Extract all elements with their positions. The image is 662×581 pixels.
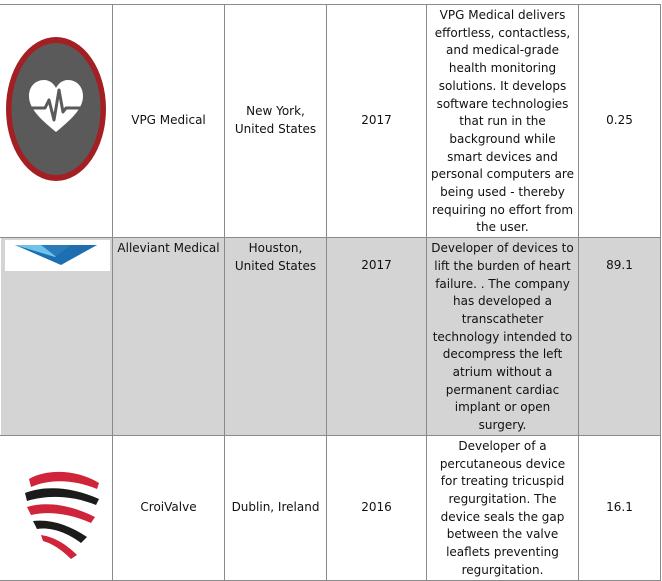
company-description: Developer of devices to lift the burden of heart failure. . The company has developed a transcatheter technology intended to decompress the left atrium without a permanent cardiac implant or open surgery. xyxy=(427,238,579,436)
company-name: Alleviant Medical xyxy=(113,238,225,436)
company-name: VPG Medical xyxy=(113,5,225,238)
company-logo-cell xyxy=(1,435,113,580)
company-name: CroiValve xyxy=(113,435,225,580)
vpg-medical-logo xyxy=(1,8,112,234)
founded-year: 2017 xyxy=(327,5,427,238)
company-location: Houston, United States xyxy=(225,238,327,436)
company-value: 16.1 xyxy=(579,435,661,580)
founded-year: 2017 xyxy=(327,238,427,436)
company-description: VPG Medical delivers effortless, contactless, and medical-grade health monitoring solutions. It develops software technologies that run in the background while smart devices and personal computers are being used - thereby requiring no effort from the user. xyxy=(427,5,579,238)
company-location: New York, United States xyxy=(225,5,327,238)
companies-table xyxy=(0,4,661,581)
table-row xyxy=(1,5,661,238)
alleviant-medical-logo xyxy=(1,238,112,272)
company-value: 89.1 xyxy=(579,238,661,436)
croivalve-logo xyxy=(1,439,112,577)
company-logo-cell xyxy=(1,5,113,238)
table-row xyxy=(1,435,661,580)
table-row xyxy=(1,238,661,436)
company-location: Dublin, Ireland xyxy=(225,435,327,580)
company-logo-cell xyxy=(1,238,113,436)
company-description: Developer of a percutaneous device for treating tricuspid regurgitation. The device seals the gap between the valve leaflets preventing regurgitation. xyxy=(427,435,579,580)
company-value: 0.25 xyxy=(579,5,661,238)
founded-year: 2016 xyxy=(327,435,427,580)
